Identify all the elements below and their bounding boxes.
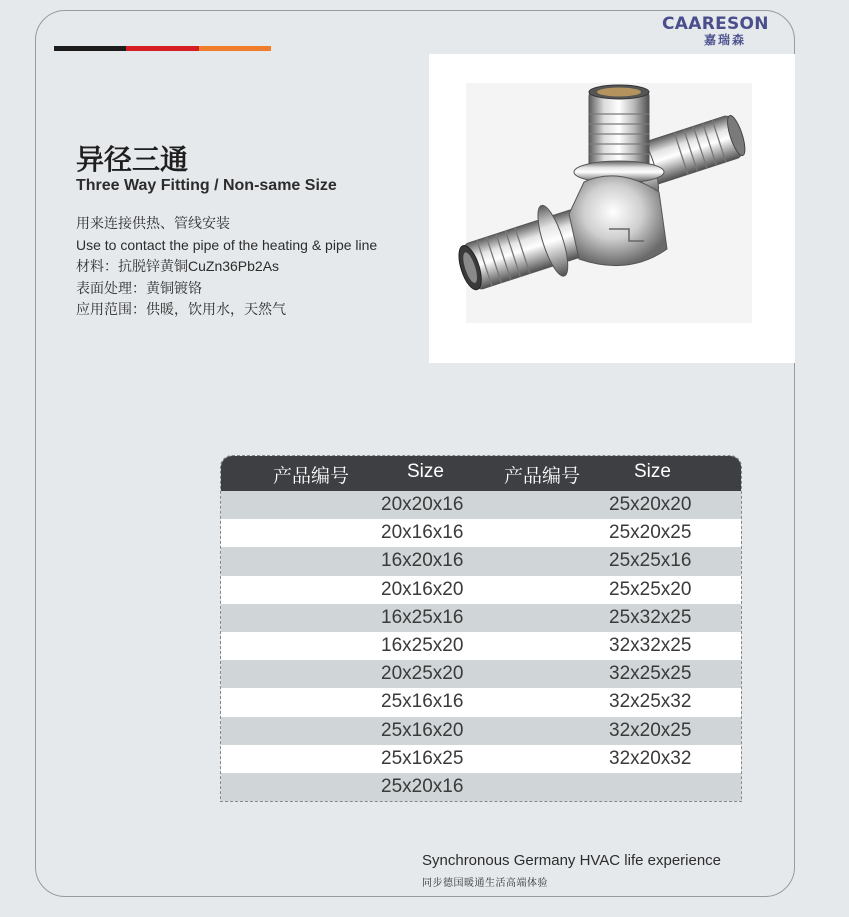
description-line: 表面处理：黄铜镀铬 bbox=[76, 279, 202, 296]
table-row bbox=[221, 576, 741, 604]
table-header bbox=[221, 456, 741, 491]
size-cell: 20x25x20 bbox=[381, 663, 464, 685]
size-cell: 16x25x20 bbox=[381, 634, 464, 656]
size-cell: 25x16x25 bbox=[381, 747, 464, 769]
table-row bbox=[221, 604, 741, 632]
spec-table bbox=[220, 455, 742, 802]
brand-name-cn: 嘉瑞森 bbox=[703, 33, 746, 47]
size-cell: 25x20x16 bbox=[381, 775, 464, 797]
size-cell: 32x32x25 bbox=[609, 634, 692, 656]
table-row bbox=[221, 745, 741, 773]
size-cell: 20x16x20 bbox=[381, 578, 464, 600]
size-cell: 16x25x16 bbox=[381, 606, 464, 628]
size-cell: 32x25x25 bbox=[609, 663, 692, 685]
product-title-en: Three Way Fitting / Non-same Size bbox=[76, 177, 337, 194]
table-row bbox=[221, 519, 741, 547]
table-row bbox=[221, 717, 741, 745]
header-size: Size bbox=[634, 461, 671, 482]
table-body bbox=[221, 491, 741, 801]
size-cell: 25x32x25 bbox=[609, 606, 692, 628]
stripe-black bbox=[54, 46, 126, 51]
table-row bbox=[221, 688, 741, 716]
description-line: 应用范围：供暖，饮用水，天然气 bbox=[76, 301, 286, 317]
table-row bbox=[221, 773, 741, 801]
brand-logo bbox=[662, 14, 769, 47]
footer-slogan-cn: 同步德国暖通生活高端体验 bbox=[422, 878, 548, 889]
size-cell: 25x16x16 bbox=[381, 691, 464, 713]
header-code: 产品编号 bbox=[504, 466, 581, 487]
table-row bbox=[221, 547, 741, 575]
stripe-orange bbox=[199, 46, 271, 51]
table-row bbox=[221, 491, 741, 519]
description-line: Use to contact the pipe of the heating & pipe line bbox=[76, 236, 378, 253]
product-description bbox=[76, 213, 377, 321]
size-cell: 32x20x32 bbox=[609, 747, 692, 769]
size-cell: 20x20x16 bbox=[381, 494, 464, 515]
size-cell: 25x16x20 bbox=[381, 719, 464, 741]
size-cell: 32x25x32 bbox=[609, 691, 692, 713]
size-cell: 25x25x16 bbox=[609, 550, 692, 572]
table-row bbox=[221, 632, 741, 660]
product-title-cn: 异径三通 bbox=[76, 144, 189, 175]
size-cell: 25x25x20 bbox=[609, 578, 692, 600]
brass-tee-fitting-photo bbox=[429, 54, 795, 363]
size-cell: 20x16x16 bbox=[381, 522, 464, 544]
header-code: 产品编号 bbox=[273, 466, 350, 487]
product-photo bbox=[429, 54, 795, 363]
size-cell: 16x20x16 bbox=[381, 550, 464, 572]
header-size: Size bbox=[407, 461, 444, 482]
brand-name-en: CAARESON bbox=[662, 14, 769, 34]
description-line: 用来连接供热、管线安装 bbox=[76, 215, 230, 231]
size-cell: 25x20x20 bbox=[609, 494, 692, 515]
stripe-red bbox=[126, 46, 199, 51]
size-cell: 32x20x25 bbox=[609, 719, 692, 741]
size-cell: 25x20x25 bbox=[609, 522, 692, 544]
footer-slogan-en: Synchronous Germany HVAC life experience bbox=[422, 852, 722, 869]
description-line: 材料：抗脱锌黄铜CuZn36Pb2As bbox=[76, 258, 280, 274]
table-row bbox=[221, 660, 741, 688]
